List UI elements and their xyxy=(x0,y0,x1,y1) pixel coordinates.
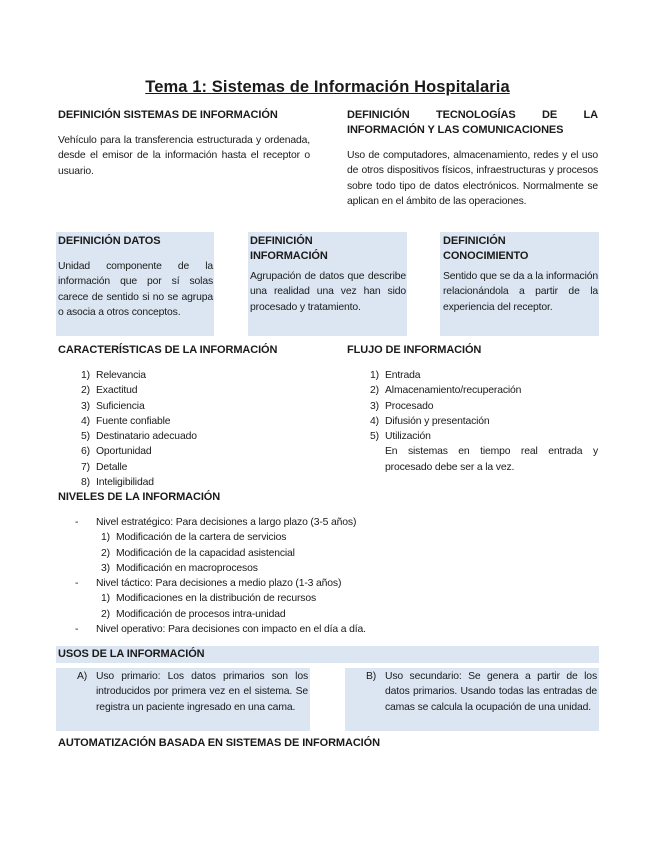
list-item: 1) Modificación de la cartera de servicios xyxy=(101,532,287,544)
section-def-informacion xyxy=(248,232,407,336)
list-item: 1) Relevancia xyxy=(81,370,146,381)
nivel-operativo: - Nivel operativo: Para decisiones con impacto en el día a día. xyxy=(75,624,366,636)
section-caracteristicas xyxy=(58,343,328,490)
section-niveles xyxy=(58,490,598,637)
list-item: 7) Detalle xyxy=(81,461,128,473)
section-def-conocimiento xyxy=(440,232,599,336)
list-flujo xyxy=(347,368,598,444)
section-def-tic xyxy=(347,108,598,209)
list-item: 5) Utilización xyxy=(370,431,431,443)
heading-flujo: FLUJO DE INFORMACIÓN xyxy=(347,344,482,356)
text-def-conocimiento: Sentido que se da a la información relacionándola a partir de la experiencia del receptor. xyxy=(443,271,598,313)
flujo-note: En sistemas en tiempo real entrada y procesado debe ser a la vez. xyxy=(385,446,598,473)
list-item: 2) Modificación de procesos intra-unidad xyxy=(101,608,286,620)
heading-automatizacion: AUTOMATIZACIÓN BASADA EN SISTEMAS DE INFORMACIÓN xyxy=(58,737,380,749)
nivel-tactico: - Nivel táctico: Para decisiones a medio plazo (1-3 años) xyxy=(75,578,342,590)
section-def-sistemas xyxy=(58,108,310,179)
heading-def-datos: DEFINICIÓN DATOS xyxy=(58,235,161,247)
list-item: 1) Entrada xyxy=(370,370,421,381)
heading-def-conocimiento: DEFINICIÓN CONOCIMIENTO xyxy=(443,235,529,262)
section-usos-heading xyxy=(56,646,599,663)
text-def-tic: Uso de computadores, almacenamiento, redes y el uso de otros dispositivos físicos, infraestructuras y procesos sobre todo tipo de datos electrónicos. Normalmente se aplican en el ámbito de las operaciones. xyxy=(347,150,598,207)
text-def-datos: Unidad componente de la información que por sí solas carece de sentido si no se agrupa o asocia a otros conceptos. xyxy=(58,261,213,318)
section-automatizacion xyxy=(58,736,598,751)
heading-niveles: NIVELES DE LA INFORMACIÓN xyxy=(58,491,221,503)
list-item: 1) Modificaciones en la distribución de recursos xyxy=(101,593,317,605)
page-title: Tema 1: Sistemas de Información Hospitalaria xyxy=(145,78,510,96)
heading-usos: USOS DE LA INFORMACIÓN xyxy=(58,648,205,660)
heading-caracteristicas: CARACTERÍSTICAS DE LA INFORMACIÓN xyxy=(58,344,278,356)
list-item: 3) Modificación en macroprocesos xyxy=(101,562,258,574)
list-item: 4) Difusión y presentación xyxy=(370,415,490,427)
uso-secundario-label: B) xyxy=(366,671,377,682)
list-item: 3) Suficiencia xyxy=(81,400,145,412)
list-item: 4) Fuente confiable xyxy=(81,415,171,427)
list-caracteristicas xyxy=(58,368,328,490)
heading-def-sistemas: DEFINICIÓN SISTEMAS DE INFORMACIÓN xyxy=(58,109,278,121)
section-def-datos xyxy=(56,232,214,336)
list-item: 2) Almacenamiento/recuperación xyxy=(370,385,522,397)
list-item: 6) Oportunidad xyxy=(81,446,152,458)
uso-secundario-box xyxy=(345,668,599,731)
uso-secundario-text: Uso secundario: Se genera a partir de los datos primarios. Usando todas las entradas de camas se calcula la ocupación de una unidad. xyxy=(385,671,597,713)
text-def-informacion: Agrupación de datos que describe una realidad una vez han sido procesado y tratamiento. xyxy=(250,271,406,313)
heading-def-tic: DEFINICIÓN TECNOLOGÍAS DE LA INFORMACIÓN Y LAS COMUNICACIONES xyxy=(347,109,598,136)
uso-primario-label: A) xyxy=(77,671,88,682)
section-flujo xyxy=(347,343,598,475)
uso-primario-box xyxy=(56,668,310,731)
uso-primario-text: Uso primario: Los datos primarios son los introducidos por primera vez en el sistema. Se registra un paciente ingresado en una cama. xyxy=(96,671,308,713)
list-niveles xyxy=(58,515,598,637)
list-item: 8) Inteligibilidad xyxy=(81,477,154,489)
list-item: 2) Modificación de la capacidad asistencial xyxy=(101,547,295,559)
list-item: 3) Procesado xyxy=(370,400,434,412)
list-item: 2) Exactitud xyxy=(81,385,138,397)
heading-def-informacion: DEFINICIÓN INFORMACIÓN xyxy=(250,235,328,262)
list-item: 5) Destinatario adecuado xyxy=(81,431,197,443)
nivel-estrategico: - Nivel estratégico: Para decisiones a largo plazo (3-5 años) xyxy=(75,517,357,528)
text-def-sistemas: Vehículo para la transferencia estructurada y ordenada, desde el emisor de la información hasta el receptor o usuario. xyxy=(58,135,310,177)
